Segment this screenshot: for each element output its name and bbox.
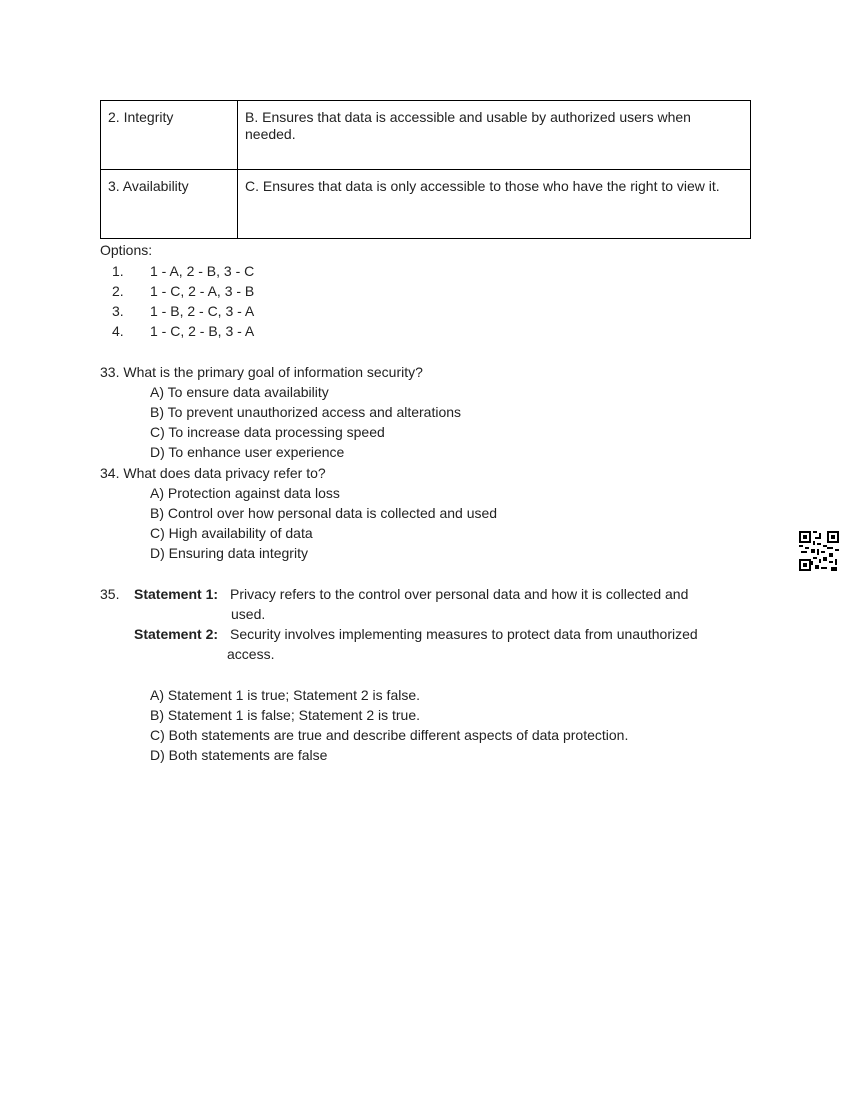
table-row bbox=[101, 170, 751, 239]
table-cell-definition: B. Ensures that data is accessible and usable by authorized users when needed. bbox=[238, 101, 751, 170]
table-row bbox=[101, 101, 751, 170]
option-text: 1 - C, 2 - A, 3 - B bbox=[150, 283, 255, 299]
qr-code-icon bbox=[799, 531, 839, 571]
answer-option: B) Statement 1 is false; Statement 2 is true. bbox=[150, 707, 421, 723]
question-35-number: 35. bbox=[100, 586, 120, 602]
statement-1-label-text: Statement 1: bbox=[134, 586, 219, 602]
option-number: 3. bbox=[112, 303, 124, 319]
option-text: 1 - B, 2 - C, 3 - A bbox=[150, 303, 255, 319]
option-text: 1 - A, 2 - B, 3 - C bbox=[150, 263, 255, 279]
option-number: 2. bbox=[112, 283, 124, 299]
answer-option: A) Protection against data loss bbox=[150, 485, 340, 501]
statement-2-label-text: Statement 2: bbox=[134, 626, 219, 642]
answer-option: A) To ensure data availability bbox=[150, 384, 329, 400]
table-cell-term: 2. Integrity bbox=[101, 101, 238, 170]
table-cell-term: 3. Availability bbox=[101, 170, 238, 239]
table-cell-definition: C. Ensures that data is only accessible to those who have the right to view it. bbox=[238, 170, 751, 239]
options-list bbox=[100, 261, 254, 341]
statement-1-text-line2: used. bbox=[231, 606, 266, 622]
option-number: 4. bbox=[112, 323, 124, 339]
statement-1-text-line1: Privacy refers to the control over personal data and how it is collected and bbox=[230, 586, 689, 602]
list-item bbox=[100, 281, 254, 301]
answer-option: B) To prevent unauthorized access and alterations bbox=[150, 404, 462, 420]
options-label: Options: bbox=[100, 242, 153, 258]
answer-option: D) Both statements are false bbox=[150, 747, 328, 763]
list-item bbox=[100, 301, 254, 321]
question-33: 33. What is the primary goal of information security? bbox=[100, 364, 423, 380]
answer-option: C) To increase data processing speed bbox=[150, 424, 385, 440]
answer-option: C) High availability of data bbox=[150, 525, 313, 541]
list-item bbox=[100, 261, 254, 281]
answer-option: D) To enhance user experience bbox=[150, 444, 345, 460]
question-34: 34. What does data privacy refer to? bbox=[100, 465, 326, 481]
statement-1-label bbox=[134, 584, 218, 604]
question-35-answers bbox=[150, 685, 628, 765]
answer-option: B) Control over how personal data is collected and used bbox=[150, 505, 498, 521]
statement-2-text-line2: access. bbox=[227, 646, 275, 662]
option-number: 1. bbox=[112, 263, 124, 279]
question-34-answers bbox=[150, 483, 497, 563]
answer-option: C) Both statements are true and describe different aspects of data protection. bbox=[150, 727, 629, 743]
statement-2-text-line1: Security involves implementing measures to protect data from unauthorized bbox=[230, 626, 698, 642]
answer-option: D) Ensuring data integrity bbox=[150, 545, 308, 561]
matching-table bbox=[100, 100, 751, 239]
statement-2-label bbox=[134, 624, 218, 644]
answer-option: A) Statement 1 is true; Statement 2 is false. bbox=[150, 687, 421, 703]
list-item bbox=[100, 321, 254, 341]
option-text: 1 - C, 2 - B, 3 - A bbox=[150, 323, 255, 339]
question-33-answers bbox=[150, 382, 461, 462]
